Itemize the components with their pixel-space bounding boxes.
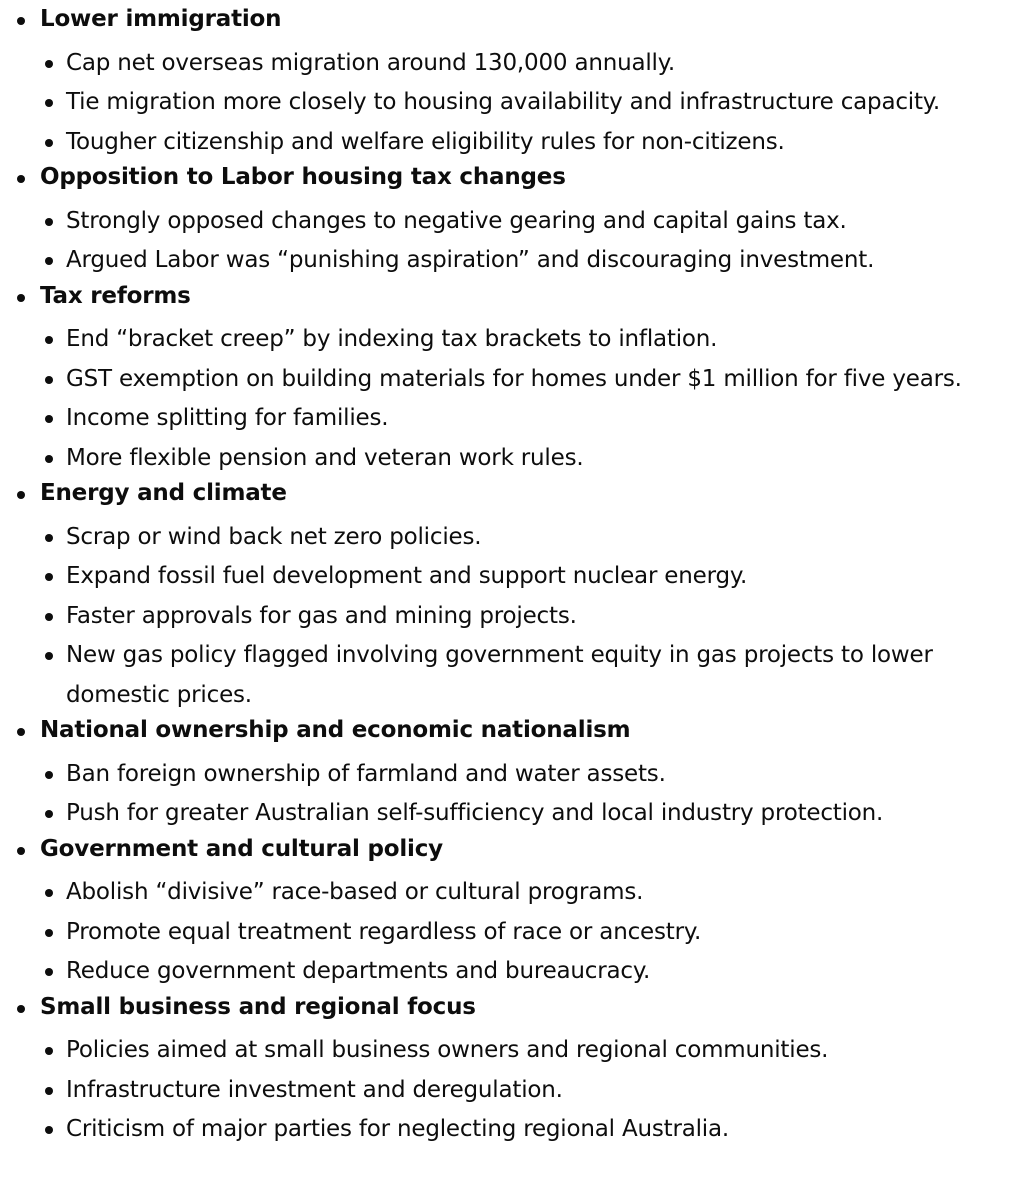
list-item-text: Infrastructure investment and deregulation.	[66, 1076, 563, 1103]
section-title: Lower immigration	[40, 6, 282, 32]
list-item-text: Tie migration more closely to housing availability and infrastructure capacity.	[66, 89, 941, 115]
list-item	[40, 755, 966, 795]
section-item-list	[40, 44, 1029, 163]
list-item	[40, 439, 966, 479]
list-item	[40, 241, 966, 281]
list-item-text: Policies aimed at small business owners and regional communities.	[66, 1037, 829, 1063]
section-title: Opposition to Labor housing tax changes	[40, 164, 566, 190]
policy-section	[0, 281, 1029, 479]
list-item	[40, 518, 966, 558]
section-item-list	[40, 202, 1029, 281]
list-item	[40, 952, 966, 992]
list-item	[40, 873, 966, 913]
section-title: National ownership and economic nationalism	[40, 717, 631, 743]
list-item	[40, 83, 966, 123]
list-item-text: Abolish “divisive” race-based or cultural programs.	[66, 879, 644, 905]
list-item	[40, 1071, 966, 1111]
policy-section	[0, 4, 1029, 162]
list-item	[40, 1031, 966, 1071]
list-item-text: New gas policy flagged involving government equity in gas projects to lower domestic prices.	[66, 642, 933, 708]
list-item-text: Reduce government departments and bureaucracy.	[66, 958, 651, 984]
section-item-list	[40, 518, 1029, 716]
list-item-text: Ban foreign ownership of farmland and water assets.	[66, 760, 666, 787]
section-item-list	[40, 1031, 1029, 1150]
section-item-list	[40, 755, 1029, 834]
list-item-text: Strongly opposed changes to negative gearing and capital gains tax.	[66, 207, 847, 234]
list-item	[40, 44, 966, 84]
list-item-text: Faster approvals for gas and mining projects.	[66, 602, 577, 629]
policy-section	[0, 834, 1029, 992]
list-item-text: Tougher citizenship and welfare eligibility rules for non-citizens.	[66, 128, 785, 155]
section-title: Small business and regional focus	[40, 993, 476, 1020]
policy-section-list	[0, 4, 1029, 1150]
list-item	[40, 597, 966, 637]
list-item-text: GST exemption on building materials for homes under $1 million for five years.	[66, 365, 962, 392]
list-item	[40, 360, 966, 400]
section-title: Energy and climate	[40, 480, 287, 506]
section-item-list	[40, 320, 1029, 478]
list-item	[40, 1110, 966, 1150]
policy-section	[0, 162, 1029, 281]
list-item	[40, 320, 966, 360]
section-title: Government and cultural policy	[40, 835, 443, 862]
list-item-text: Income splitting for families.	[66, 405, 389, 431]
list-item	[40, 202, 966, 242]
list-item-text: Scrap or wind back net zero policies.	[66, 523, 482, 550]
list-item	[40, 399, 966, 439]
list-item-text: Cap net overseas migration around 130,000 annually.	[66, 49, 675, 76]
list-item-text: Criticism of major parties for neglecting regional Australia.	[66, 1116, 729, 1142]
policy-section	[0, 715, 1029, 834]
list-item	[40, 636, 966, 715]
list-item-text: More flexible pension and veteran work rules.	[66, 444, 584, 471]
policy-section	[0, 992, 1029, 1150]
policy-section	[0, 478, 1029, 715]
section-title: Tax reforms	[40, 282, 191, 309]
list-item	[40, 123, 966, 163]
list-item-text: Expand fossil fuel development and support nuclear energy.	[66, 563, 748, 589]
list-item	[40, 794, 966, 834]
list-item-text: End “bracket creep” by indexing tax brackets to inflation.	[66, 326, 718, 352]
list-item-text: Argued Labor was “punishing aspiration” and discouraging investment.	[66, 247, 875, 273]
section-item-list	[40, 873, 1029, 992]
list-item	[40, 557, 966, 597]
list-item	[40, 913, 966, 953]
list-item-text: Promote equal treatment regardless of race or ancestry.	[66, 918, 702, 945]
list-item-text: Push for greater Australian self-sufficiency and local industry protection.	[66, 800, 884, 826]
